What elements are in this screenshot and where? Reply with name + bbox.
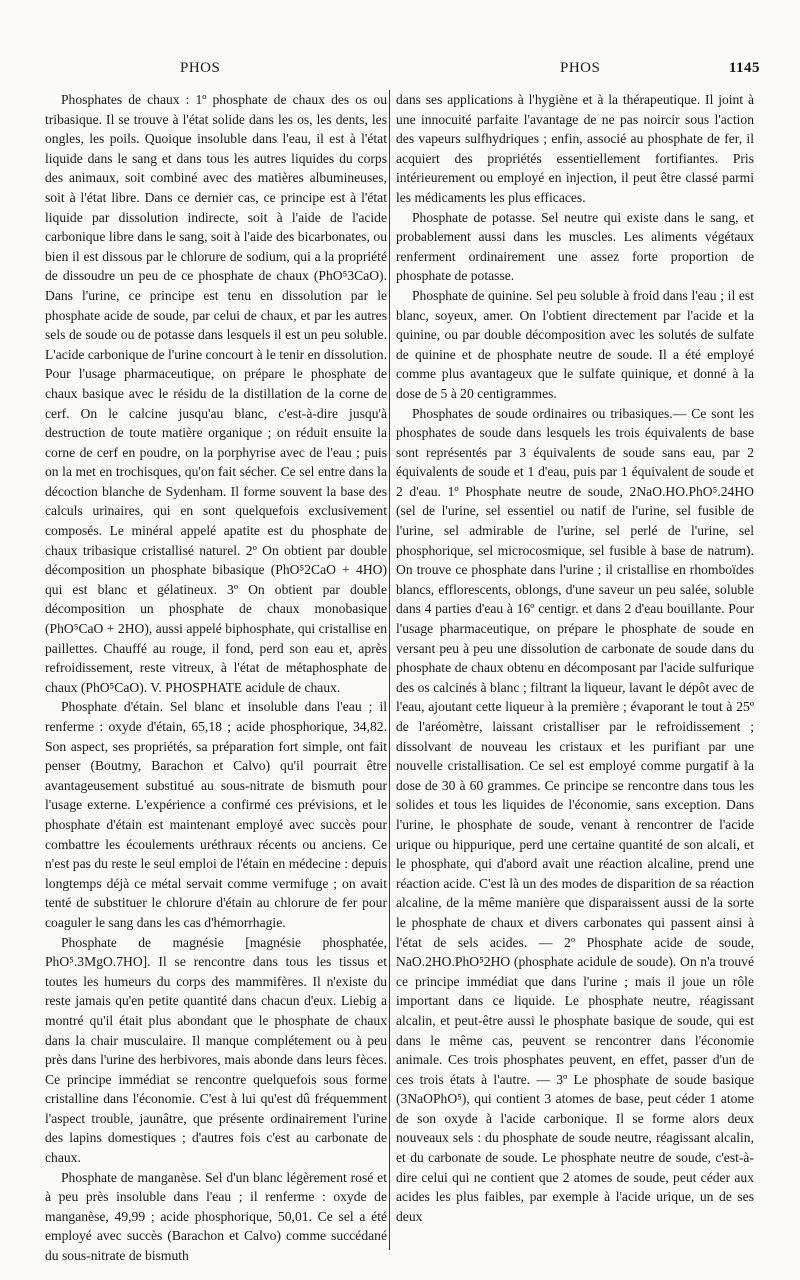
- entry-phosphate-de-potasse: Phosphate de potasse. Sel neutre qui existe dans le sang, et probablement aussi dans les muscles. Les aliments végétaux renferment ordinairement une assez forte proportion de phosphate de potasse.: [396, 209, 754, 284]
- left-running-title: PHOS: [180, 60, 221, 76]
- column-divider: [389, 90, 390, 1250]
- entry-phosphate-de-magnesie: Phosphate de magnésie [magnésie phosphatée, PhO⁵.3MgO.7HO]. Il se rencontre dans tous les tissus et toutes les humeurs du corps des mammifères. Il n'existe du reste jamais qu'en petite quantité dans chacun d'eux. Liebig a montré qu'il était plus abondant que le phosphate de chaux dans la chair musculaire. Il manque complétement ou à peu près dans l'urine des herbivores, mais abonde dans leurs fèces. Ce principe immédiat se rencontre quelquefois sous forme cristalline dans l'économie. C'est à lui qu'est dû fréquemment l'aspect trouble, jaunâtre, que présente ordinairement l'urine des lapins domestiques ; d'autres fois c'est au carbonate de chaux.: [45, 934, 387, 1166]
- entry-phosphate-de-quinine: Phosphate de quinine. Sel peu soluble à froid dans l'eau ; il est blanc, soyeux, amer. On l'obtient directement par l'acide et la quinine, ou par double décomposition avec les solutés de sulfate de quinine et de phosphate neutre de soude. Il a été employé comme plus avantageux que le sulfate quinique, et donné à la dose de 5 à 20 centigrammes.: [396, 287, 754, 401]
- left-text-column: [45, 90, 387, 1264]
- entry-phosphates-de-chaux: Phosphates de chaux : 1º phosphate de chaux des os ou tribasique. Il se trouve à l'état solide dans les os, les dents, les ongles, les poils. Quoique insoluble dans l'eau, il est à l'état liquide dans le sang et dans tous les autres liquides du corps des animaux, soit combiné avec des matières albumineuses, soit à l'état libre. Dans ce dernier cas, ce principe est à l'état liquide par dissolution indirecte, soit à l'aide de l'acide carbonique libre dans le sang, soit à l'aide des bicarbonates, ou bien il est dissous par le chlorure de sodium, qui a la propriété de dissoudre un peu de ce phosphate de chaux (PhO⁵3CaO). Dans l'urine, ce principe est tenu en dissolution par le phosphate acide de soude, par celui de chaux, et par les autres sels de soude ou de potasse dans lesquels il est un peu soluble. L'acide carbonique de l'urine concourt à le tenir en dissolution. Pour l'usage pharmaceutique, on prépare le phosphate de chaux basique avec le résidu de la distillation de la corne de cerf. On le calcine jusqu'au blanc, c'est-à-dire jusqu'à destruction de toute matière organique ; on réduit ensuite la corne de cerf en poudre, on la porphyrise avec de l'eau ; puis on la met en trochisques, qu'on fait sécher. Ce sel entre dans la décoction blanche de Sydenham. Il forme souvent la base des calculs urinaires, qui en sont quelquefois exclusivement composés. Le minéral appelé apatite est du phosphate de chaux tribasique cristallisé naturel. 2º On obtient par double décomposition un phosphate bibasique (PhO⁵2CaO + 4HO) qui est blanc et gélatineux. 3º On obtient par double décomposition un phosphate de chaux monobasique (PhO⁵CaO + 2HO), aussi appelé biphosphate, qui cristallise en paillettes. Chauffé au rouge, il fond, perd son eau et, après refroidissement, reste vitreux, à l'état de métaphosphate de chaux (PhO⁵CaO). V. PHOSPHATE acidule de chaux.: [45, 92, 387, 695]
- entry-phosphates-de-soude: Phosphates de soude ordinaires ou tribasiques.— Ce sont les phosphates de soude dans lesquels les trois équivalents de base sont représentés par 3 équivalents de soude sans eau, par 2 équivalents de soude et 1 d'eau, puis par 1 équivalent de soude et 2 d'eau. 1º Phosphate neutre de soude, 2NaO.HO.PhO⁵.24HO (sel de l'urine, sel essentiel ou natif de l'urine, sel fusible de l'urine, sel admirable de l'urine, sel perlé de l'urine, sel phosphorique, sel microcosmique, sel fusible à base de natrum). On trouve ce phosphate dans l'urine ; il cristallise en rhomboïdes blancs, efflorescents, oblongs, d'une saveur un peu salée, soluble dans 4 parties d'eau à 16º centigr. et dans 2 d'eau bouillante. Pour l'usage pharmaceutique, on prépare le phosphate de soude en versant peu à peu une dissolution de carbonate de soude dans du phosphate de chaux obtenu en décomposant par l'acide sulfurique des os calcinés à blanc ; filtrant la liqueur, lavant le dépôt avec de l'eau, ajoutant cette liqueur à la première ; évaporant le tout à 25º de l'aréomètre, laissant cristalliser par le refroidissement ; dissolvant de nouveau les cristaux et les purifiant par une nouvelle cristallisation. Ce sel est employé comme purgatif à la dose de 30 à 60 grammes. Ce principe se rencontre dans tous les solides et tous les liquides de l'économie, sans exception. Dans l'urine, le phosphate de soude, venant à rencontrer de l'acide urique ou hippurique, perd une certaine quantité de son alcali, et le phosphate, qui d'abord avait une réaction alcaline, prend une réaction acide. C'est là un des modes de disparition de sa réaction alcaline, de la même manière que disparaissent aussi de la sorte le phosphate de chaux et divers carbonates qui passent ainsi à l'état de sels acides. — 2º Phosphate acide de soude, NaO.2HO.PhO⁵2HO (phosphate acidule de soude). On n'a trouvé ce principe immédiat que dans l'urine ; mais il joue un rôle important dans ce liquide. Le phosphate neutre, réagissant alcalin, et peut-être aussi le phosphate basique de soude, qui est dans le même cas, peuvent se rencontrer dans l'économie animale. Ces trois phosphates peuvent, en effet, passer d'un de ces trois états à l'autre. — 3º Le phosphate de soude basique (3NaOPhO⁵), qui contient 3 atomes de base, peut céder 1 atome de son oxyde à l'acide carbonique. Il se forme alors deux nouveaux sels : du phosphate de soude neutre, réagissant alcalin, et du carbonate de soude. Le phosphate neutre de soude, c'est-à-dire celui qui ne contient que 2 atomes de soude, peut céder aux acides les plus faibles, par exemple à l'acide urique, un de ses deux: [396, 405, 754, 1224]
- entry-phosphate-d-etain: Phosphate d'étain. Sel blanc et insoluble dans l'eau ; il renferme : oxyde d'étain, 65,18 ; acide phosphorique, 34,82. Son aspect, ses propriétés, sa préparation fort simple, ont fait penser (Boutmy, Barachon et Calvo) qu'il pourrait être avantageusement substitué au sous-nitrate de bismuth pour l'usage externe. L'expérience a confirmé ces prévisions, et le phosphate d'étain est maintenant employé avec succès pour combattre les écoulements uréthraux récents ou anciens. Ce n'est pas du reste le seul emploi de l'étain en médecine : depuis longtemps déjà ce métal servait comme vermifuge ; on avait tenté de substituer le chlorure d'étain au chlorure de fer pour coaguler le sang dans les cas d'hémorrhagie.: [45, 699, 387, 930]
- page-number: 1145: [728, 60, 760, 76]
- running-header: [40, 60, 760, 86]
- entry-manganese-continuation: dans ses applications à l'hygiène et à la thérapeutique. Il joint à une innocuité parfaite l'avantage de ne pas noircir sous l'action des vapeurs sulfhydriques ; enfin, associé au phosphate de fer, il acquiert des propriétés essentiellement fortifiantes. Pris intérieurement ou employé en injection, il peut être classé parmi les médicaments les plus efficaces.: [396, 92, 754, 205]
- entry-phosphate-de-manganese: Phosphate de manganèse. Sel d'un blanc légèrement rosé et à peu près insoluble dans l'eau ; il renferme : oxyde de manganèse, 49,99 ; acide phosphorique, 50,01. Ce sel a été employé avec succès (Barachon et Calvo) comme succédané du sous-nitrate de bismuth: [45, 1169, 387, 1264]
- right-text-column: [396, 90, 754, 1250]
- right-running-title: PHOS: [560, 60, 601, 76]
